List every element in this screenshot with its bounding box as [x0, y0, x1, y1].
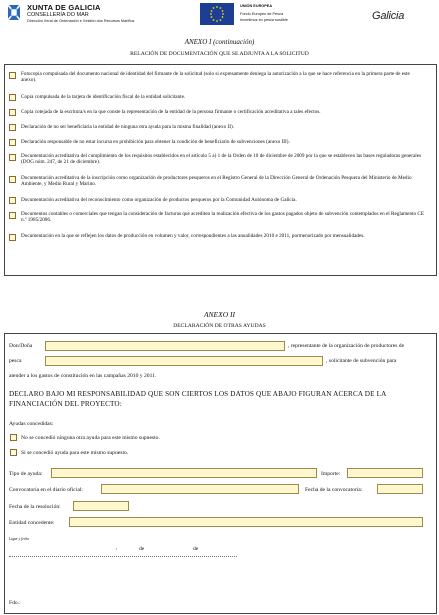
- xunta-logo-icon: [6, 4, 22, 22]
- pesca-label: pesca: [9, 358, 22, 364]
- doc-checkbox-9[interactable]: [9, 212, 16, 219]
- doc-item-8: Documentación acreditativa del reconocimiento como organización de productos pesqueros por la Comunidad Autónoma de Galicia.: [21, 197, 297, 203]
- importe-label: Importe:: [321, 471, 341, 477]
- lugar-fecha-label: Lugar y fecha: [9, 537, 29, 541]
- doc-checkbox-3[interactable]: [9, 109, 16, 116]
- atender-text: atender a los gastos de constitución en las campañas 2010 y 2011.: [9, 373, 157, 379]
- doc-checkbox-10[interactable]: [9, 234, 16, 241]
- doc-checkbox-7[interactable]: [9, 176, 16, 183]
- xunta-title: XUNTA DE GALICIA: [27, 3, 101, 12]
- date-de-1: de: [139, 546, 145, 552]
- convocatoria-label: Convocatoria en el diario oficial:: [9, 487, 83, 493]
- organization-field[interactable]: [45, 356, 323, 366]
- doc-item-5: Declaración responsable de no estar incursa en prohibición para obtener la condición de beneficiario de subvenciones (anexo III).: [21, 139, 290, 145]
- tipo-label: Tipo de ayuda:: [9, 471, 43, 477]
- date-de-2: de: [193, 546, 199, 552]
- doc-item-4: Declaración de no ser beneficiaria la entidad de ninguna otra ayuda para la misma finalidad (anexo II).: [21, 124, 235, 130]
- fecha-resolucion-label: Fecha de la resolución:: [9, 504, 61, 510]
- convocatoria-field[interactable]: [101, 484, 299, 494]
- doc-checkbox-8[interactable]: [9, 197, 16, 204]
- don-field[interactable]: [45, 341, 285, 351]
- option-no-label: No se concedió ninguna otra ayuda para este mismo supuesto.: [21, 435, 160, 441]
- doc-checkbox-5[interactable]: [9, 139, 16, 146]
- fecha-convocatoria-label: Fecha de la convocatoria:: [305, 487, 363, 493]
- don-label: Don/Doña: [9, 343, 33, 349]
- doc-checkbox-4[interactable]: [9, 124, 16, 131]
- entidad-field[interactable]: [69, 517, 423, 527]
- galicia-logo-text: Galicia: [372, 10, 405, 22]
- galicia-logo-icon: [372, 6, 404, 24]
- annex1-subheading: RELACIÓN DE DOCUMENTACIÓN QUE SE ADJUNTA A LA SOLICITUD: [130, 51, 309, 57]
- declaro-text: DECLARO BAJO MI RESPONSABILIDAD QUE SON CIERTOS LOS DATOS QUE ABAJO FIGURAN ACERCA DE LA FINANCIACIÓN DEL PROYECTO:: [9, 390, 387, 408]
- option-si-checkbox[interactable]: [10, 449, 17, 456]
- fdo-label: Fdo.:: [9, 600, 21, 606]
- importe-field[interactable]: [347, 468, 423, 478]
- option-no-checkbox[interactable]: [10, 434, 17, 441]
- entidad-label: Entidad concedente:: [9, 520, 55, 526]
- doc-item-10: Documentación en la que se reflejen los datos de producción en volumen y valor, correspondientes a las anualidades 2010 e 2011, pormenorizado por mensualidades.: [21, 233, 365, 239]
- declaration-box: [4, 333, 437, 614]
- annex2-subheading: DECLARACIÓN DE OTRAS AYUDAS: [173, 323, 266, 329]
- eu-fund: Fondo Europeo de Pesca: [240, 12, 284, 16]
- doc-item-7: Documentación acreditativa de la inscripción como organización de productores pesqueros en el Registro General de la Dirección General de Ordenación Pesquera del Ministerio de Medio Ambiente, y Medio Rural y Marino.: [21, 175, 412, 188]
- tipo-field[interactable]: [51, 468, 317, 478]
- eu-motto: Invertimos en pesca sostible: [240, 18, 288, 22]
- representative-text: , representante de la organización de productores de: [288, 343, 405, 349]
- doc-item-2: Copia compulsada de la tarjeta de identificación fiscal de la entidad solicitante.: [21, 94, 186, 100]
- doc-item-1: Fotocopia compulsada del documento nacional de identidad del firmante de la solicitud (solo si expresamente deniega la autorización a la que se hace referencia en la primera parte de este anexo).: [21, 71, 410, 84]
- direccion-name: Dirección Xeral de Ordenación e Xestión dos Recursos Mariños: [27, 19, 135, 23]
- eu-flag-icon: [200, 3, 234, 25]
- doc-item-6: Documentación acreditativa del cumplimiento de los requisitos establecidos en el artículo 5 a) 1 de la Orden de 10 de diciembre de 2009 por la que se establecen las bases reguladoras generales (DOG núm. 247, de 21 de diciembre).: [21, 153, 422, 166]
- documents-box: [4, 64, 437, 276]
- eu-title: UNIÓN EUROPEA: [240, 4, 273, 8]
- fecha-resolucion-field[interactable]: [73, 501, 129, 511]
- doc-checkbox-1[interactable]: [9, 72, 16, 79]
- doc-item-9: Documentos contables o comerciales que tengan la consideración de facturas que acrediten la realización efectiva de los gastos pagados objeto de subvención contemplados en el Reglamento CE n.º 1985/2006.: [21, 211, 425, 224]
- conselleria-name: CONSELLERÍA DO MAR: [27, 12, 89, 18]
- annex2-heading: ANEXO II: [203, 310, 236, 319]
- annex1-heading: ANEXO I (continuación): [184, 38, 255, 46]
- doc-checkbox-2[interactable]: [9, 94, 16, 101]
- doc-item-3: Copia cotejada de la escritura/s en la que conste la representación de la entidad de la persona firmante o certificación acreditativa a tales efectos.: [21, 109, 321, 115]
- solicitante-text: , solicitante de subvención para: [326, 358, 397, 364]
- date-comma: ,: [116, 545, 118, 551]
- doc-checkbox-6[interactable]: [9, 154, 16, 161]
- ayudas-label: Ayudas concedidas:: [9, 421, 54, 427]
- fecha-convocatoria-field[interactable]: [377, 484, 423, 494]
- date-line: [9, 556, 237, 557]
- option-si-label: Si se concedió ayuda para este mismo supuesto.: [21, 450, 129, 456]
